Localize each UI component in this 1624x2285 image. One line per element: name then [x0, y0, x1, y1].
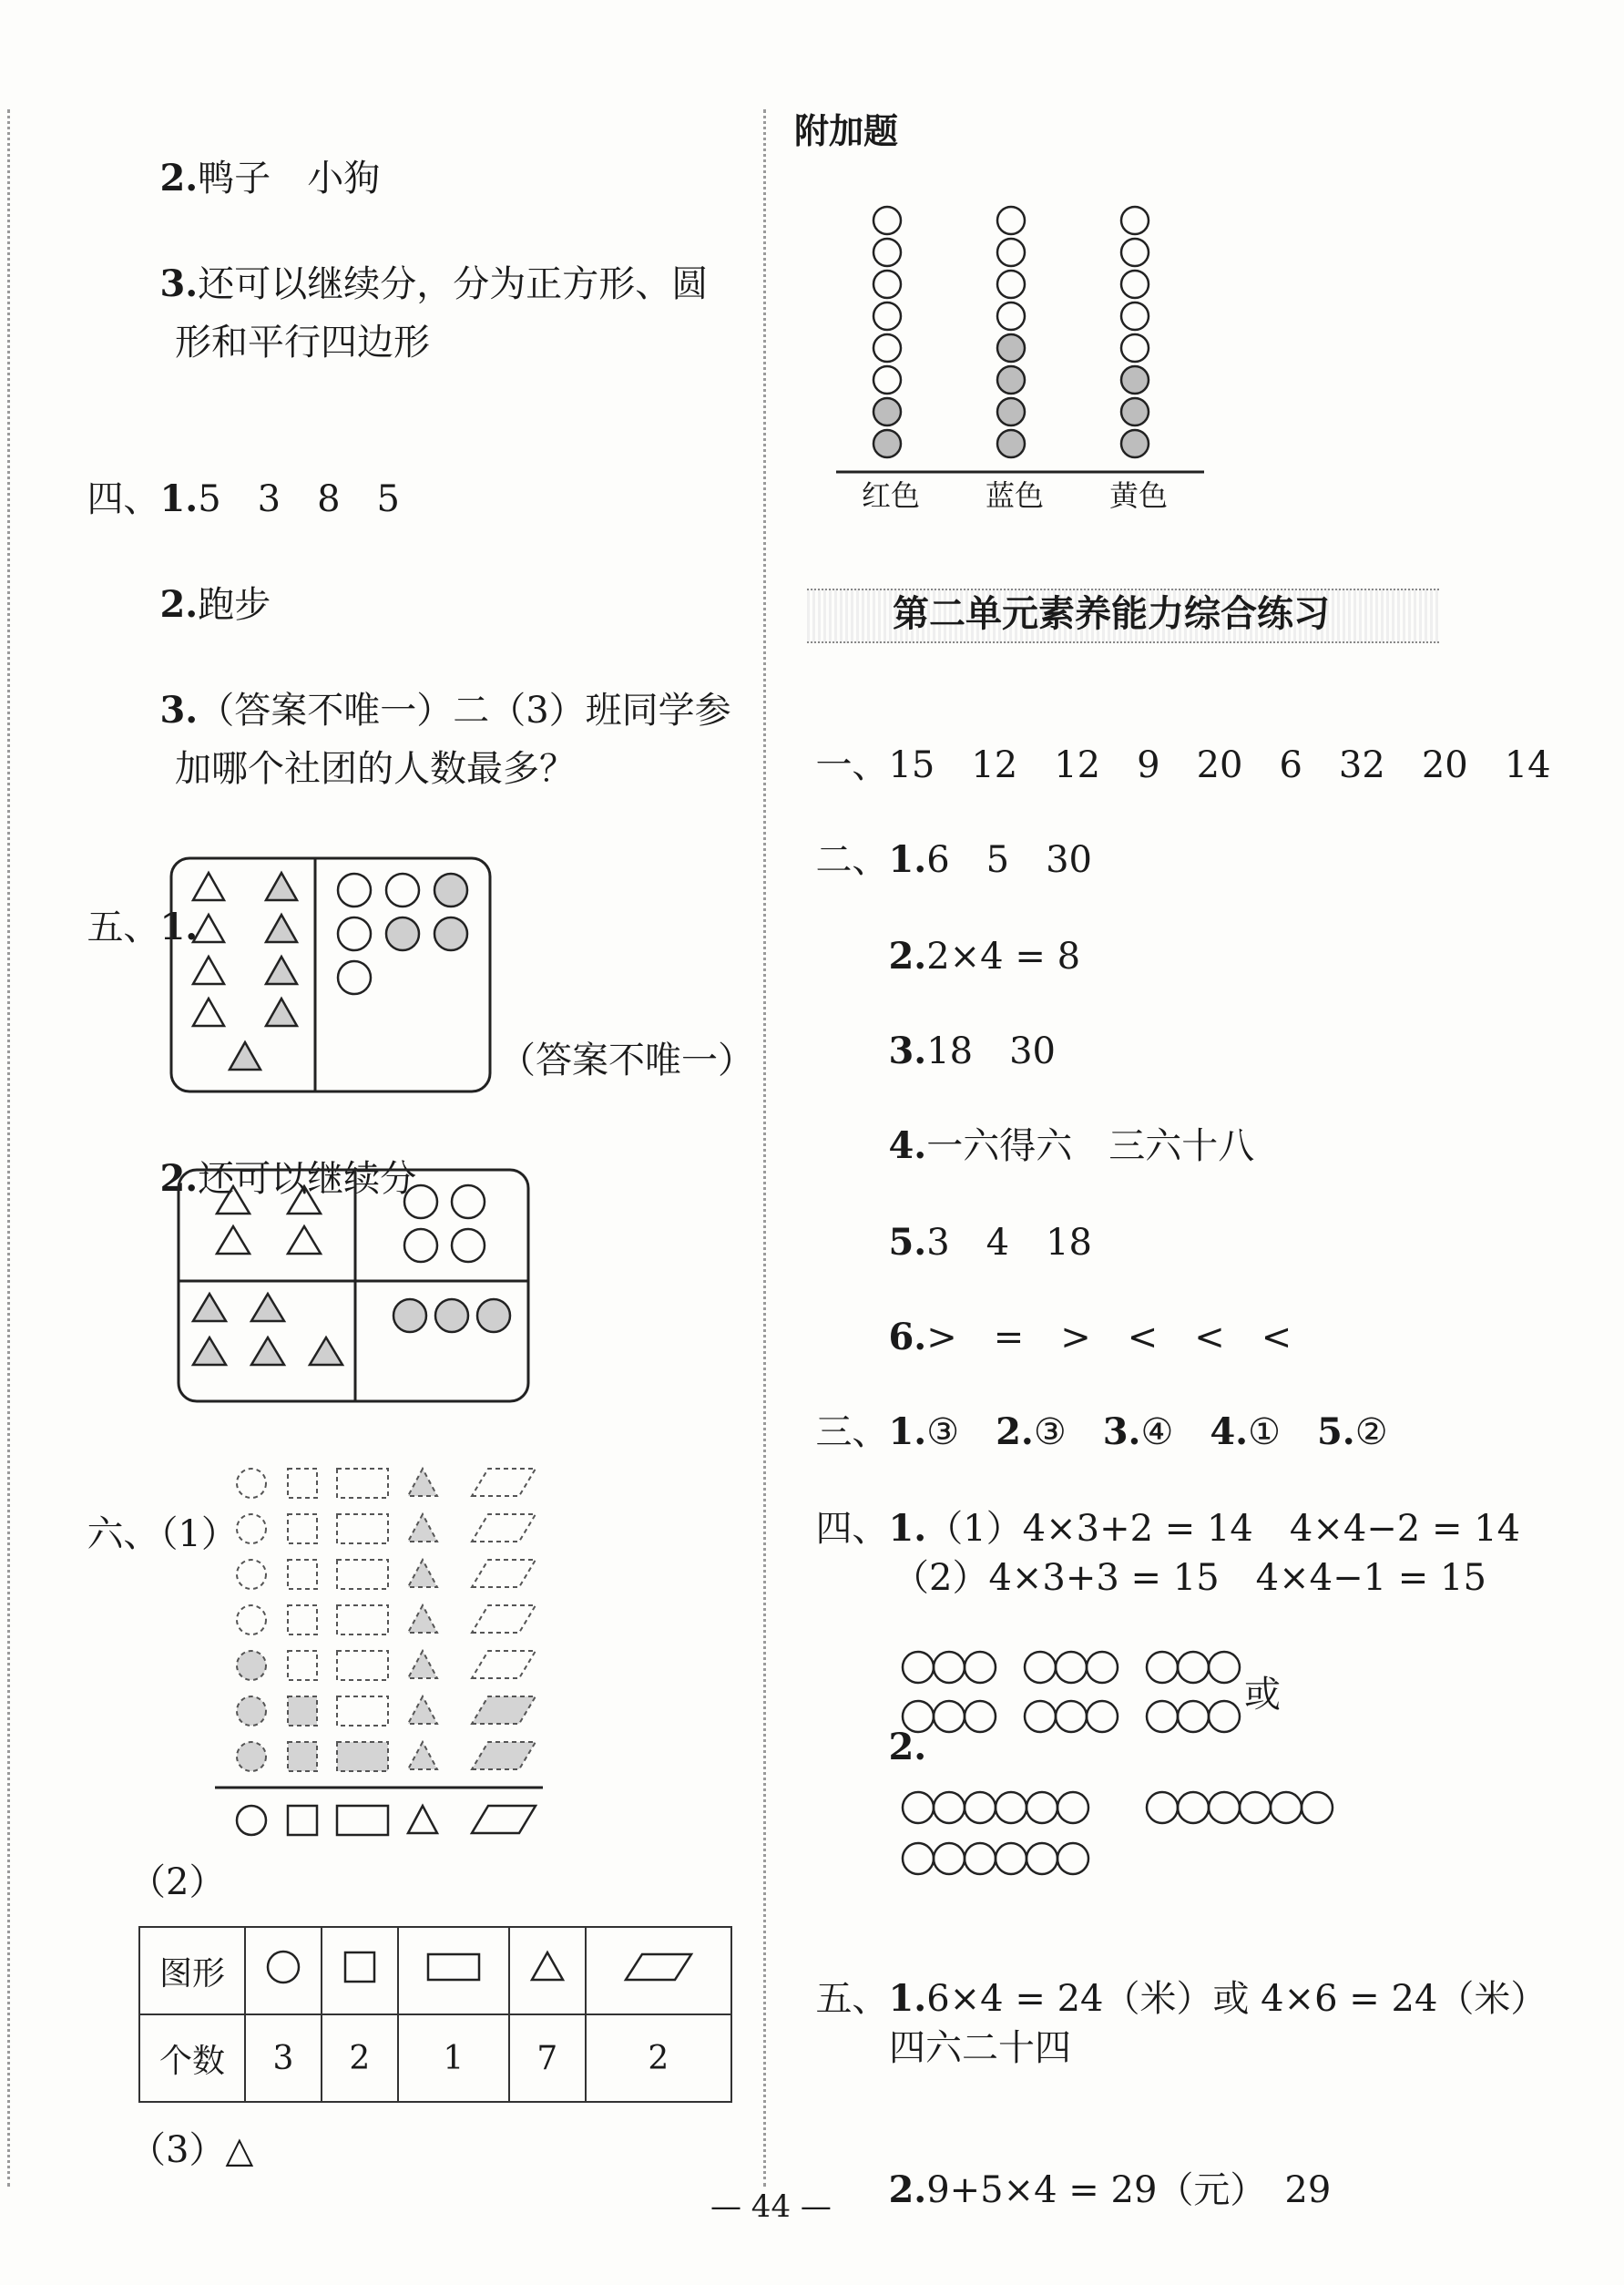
- shape-count-chart: [215, 1458, 552, 1840]
- section-5-q1: 五、1.: [87, 906, 199, 948]
- or-text: 或: [1244, 1674, 1281, 1716]
- r-section-2-q1: 二、1.6 5 30: [815, 838, 1092, 881]
- sorting-box-1: [169, 856, 494, 1095]
- shape-count-table: [138, 1926, 732, 2103]
- r-section-2-q3: 3.18 30: [888, 1030, 1056, 1072]
- count-circle: 3: [245, 2014, 322, 2102]
- section-6-sub2: （2）: [129, 1861, 226, 1903]
- left-line-2: 3.还可以继续分，分为正方形、圆: [159, 262, 709, 305]
- r-section-4-q1: 四、1.（1）4×3+2 = 14 4×4−2 = 14: [815, 1507, 1521, 1550]
- triangle-icon: [509, 1927, 586, 2014]
- left-line-3: 形和平行四边形: [175, 322, 430, 364]
- r-section-1: 一、15 12 12 9 20 6 32 20 14: [815, 744, 1551, 786]
- section-4-q3: 3.（答案不唯一）二（3）班同学参: [159, 689, 731, 732]
- section-title: 第二单元素养能力综合练习: [893, 593, 1330, 635]
- r-section-5-q1b: 四六二十四: [889, 2027, 1071, 2069]
- table-header-shape: 图形: [139, 1927, 245, 2014]
- section-6-sub3: （3）△: [129, 2129, 254, 2171]
- r-section-4-q1b: （2）4×3+3 = 15 4×4−1 = 15: [893, 1557, 1486, 1599]
- section-4-q2: 2.跑步: [159, 583, 271, 626]
- page-number: — 44 —: [710, 2188, 832, 2225]
- section-5-q2: 2.还可以继续分: [159, 1157, 417, 1200]
- extra-question-title: 附加题: [794, 111, 899, 151]
- section-4-q3-cont: 加哪个社团的人数最多？: [175, 748, 576, 790]
- table-row: [139, 1927, 731, 2014]
- r-section-2-q2: 2.2×4 = 8: [888, 935, 1081, 978]
- r-section-5-q1: 五、1.6×4 = 24（米）或 4×6 = 24（米）: [815, 1977, 1547, 2020]
- r-section-3: 三、1.③ 2.③ 3.④ 4.① 5.②: [815, 1410, 1388, 1453]
- circle-groups-option-a: [902, 1647, 1266, 1738]
- table-header-count: 个数: [139, 2014, 245, 2102]
- abacus-label-red: 红色: [862, 478, 921, 513]
- abacus-diagram: [836, 202, 1210, 466]
- circle-groups-option-b: [902, 1788, 1357, 1879]
- r-section-5-q2: 2.9+5×4 = 29（元） 29: [888, 2168, 1332, 2211]
- circle-icon: [245, 1927, 322, 2014]
- section-5-note: （答案不唯一）: [499, 1040, 754, 1081]
- table-row: [139, 2014, 731, 2102]
- parallelogram-icon: [586, 1927, 731, 2014]
- count-square: 2: [322, 2014, 398, 2102]
- abacus-label-blue: 蓝色: [986, 478, 1045, 513]
- left-margin-line: [7, 109, 10, 2187]
- r-section-2-q5: 5.3 4 18: [888, 1221, 1092, 1264]
- left-line-1: 2.鸭子 小狗: [159, 157, 381, 200]
- section-6-label: 六、（1）: [87, 1513, 238, 1555]
- abacus-label-yellow: 黄色: [1109, 478, 1169, 513]
- count-triangle: 7: [509, 2014, 586, 2102]
- count-rectangle: 1: [398, 2014, 509, 2102]
- section-4-q1: 四、1.5 3 8 5: [87, 477, 400, 520]
- r-section-2-q6: 6.> = > < < <: [888, 1316, 1292, 1358]
- sorting-box-2: [177, 1168, 532, 1405]
- center-divider-line: [763, 109, 766, 2187]
- r-section-2-q4: 4.一六得六 三六十八: [888, 1124, 1255, 1167]
- rectangle-icon: [398, 1927, 509, 2014]
- square-icon: [322, 1927, 398, 2014]
- r-section-4-q2: 2.: [888, 1726, 927, 1768]
- count-parallelogram: 2: [586, 2014, 731, 2102]
